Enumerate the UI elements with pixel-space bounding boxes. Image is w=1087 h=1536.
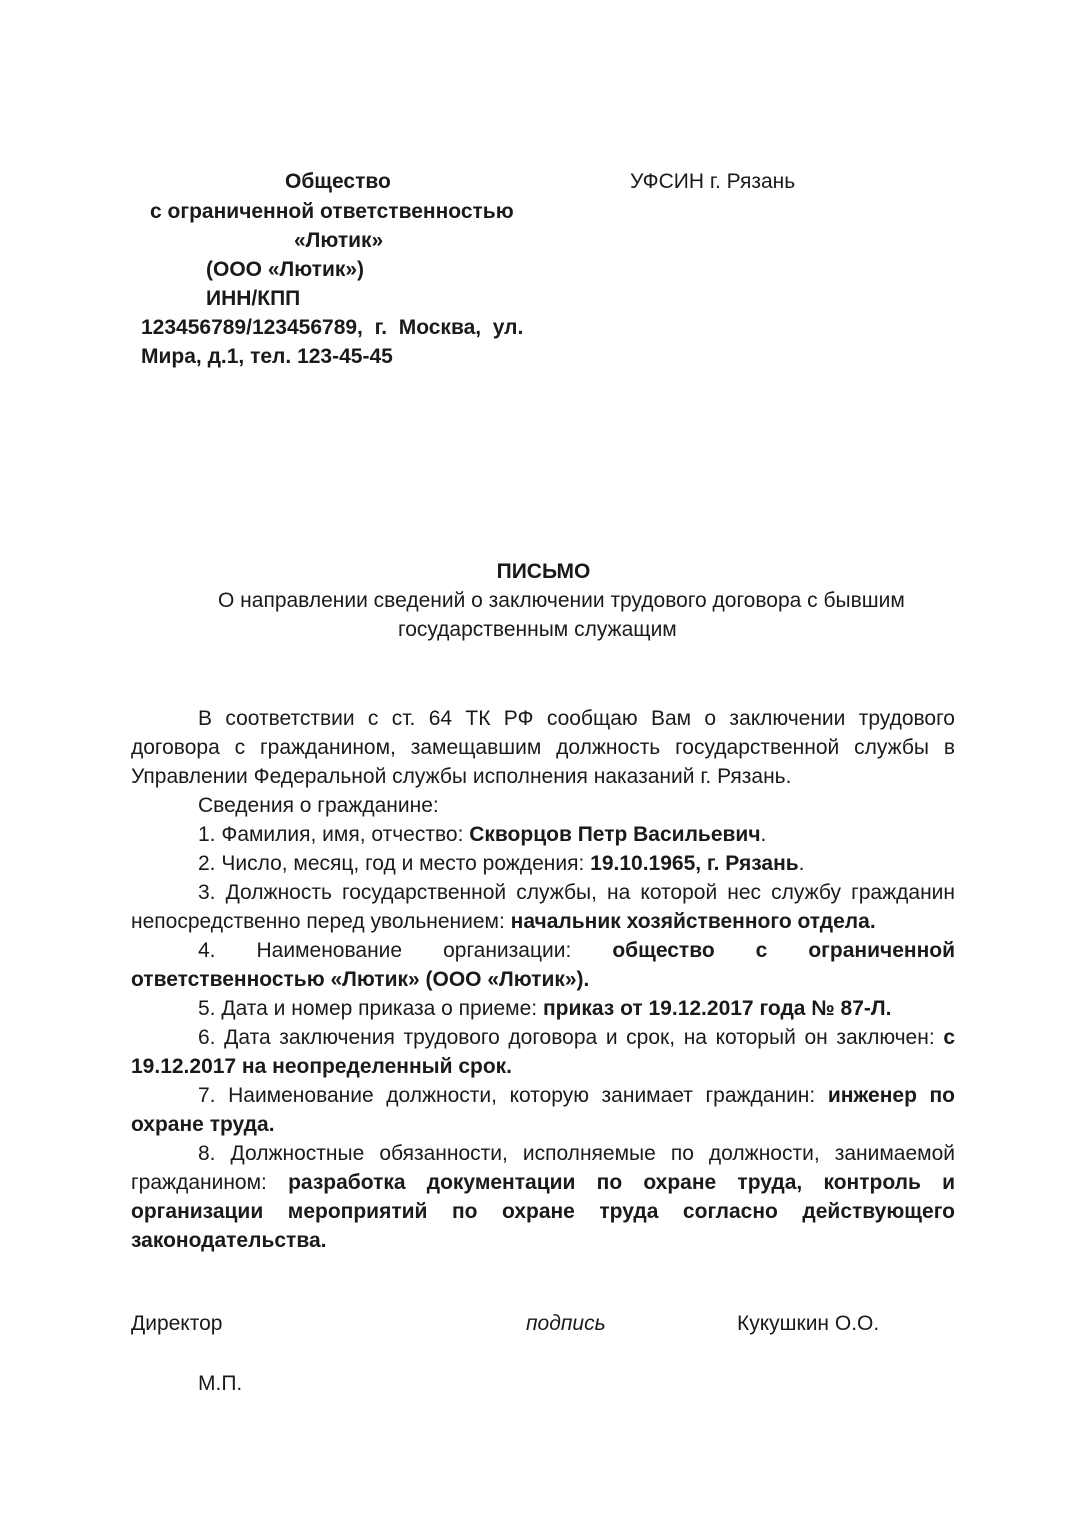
signatory-name: Кукушкин О.О. xyxy=(737,1312,880,1335)
sender-line-7: Мира, д.1, тел. 123-45-45 xyxy=(141,345,393,368)
sender-line-5: ИНН/КПП xyxy=(206,287,301,310)
info-value: инженер по охране труда. xyxy=(131,1084,955,1136)
info-value: разработка документации по охране труда, контроль и организации мероприятий по охране труда согласно действующего законодательства. xyxy=(131,1171,955,1252)
signatory-position: Директор xyxy=(131,1312,223,1335)
info-item: 6. Дата заключения трудового договора и срок, на который он заключен: с 19.12.2017 на неопределенный срок. xyxy=(131,1026,955,1078)
info-value: начальник хозяйственного отдела. xyxy=(510,910,876,933)
recipient: УФСИН г. Рязань xyxy=(630,170,796,193)
info-item: 5. Дата и номер приказа о приеме: приказ от 19.12.2017 года № 87-Л. xyxy=(198,997,892,1020)
letter-subject-line-1: О направлении сведений о заключении трудового договора с бывшим xyxy=(218,589,905,612)
sender-line-4: (ООО «Лютик») xyxy=(206,258,365,281)
info-heading: Сведения о гражданине: xyxy=(198,794,439,817)
info-item: 4. Наименование организации: общество с ограниченной ответственностью «Лютик» (ООО «Лютик»). xyxy=(131,939,961,991)
info-value: общество с ограниченной ответственностью «Лютик» (ООО «Лютик»). xyxy=(131,939,961,991)
letter-title: ПИСЬМО xyxy=(496,560,591,583)
info-item: 2. Число, месяц, год и место рождения: 19.10.1965, г. Рязань. xyxy=(198,852,805,875)
sender-line-3: «Лютик» xyxy=(294,229,384,252)
sender-line-1: Общество xyxy=(285,170,391,193)
sender-line-2: с ограниченной ответственностью xyxy=(150,200,514,223)
info-value: 19.10.1965, г. Рязань xyxy=(590,852,799,875)
info-item: 8. Должностные обязанности, исполняемые по должности, занимаемой гражданином: разработка документации по охране труда, контроль и организации мероприятий по охране труда согласно действующего законодательства. xyxy=(131,1142,955,1252)
info-item: 7. Наименование должности, которую занимает гражданин: инженер по охране труда. xyxy=(131,1084,955,1136)
intro-paragraph: В соответствии с ст. 64 ТК РФ сообщаю Вам о заключении трудового договора с гражданином, замещавшим должность государственной службы в Управлении Федеральной службы исполнения наказаний г. Рязань. xyxy=(131,707,955,788)
info-item: 1. Фамилия, имя, отчество: Скворцов Петр Васильевич. xyxy=(198,823,767,846)
info-value: Скворцов Петр Васильевич xyxy=(469,823,761,846)
sender-line-6: 123456789/123456789, г. Москва, ул. xyxy=(141,316,524,339)
info-item: 3. Должность государственной службы, на которой нес службу гражданин непосредственно перед увольнением: начальник хозяйственного отдела. xyxy=(131,881,955,933)
info-value: с 19.12.2017 на неопределенный срок. xyxy=(131,1026,955,1078)
stamp-placeholder: М.П. xyxy=(198,1372,243,1395)
signature-placeholder: подпись xyxy=(526,1312,606,1335)
info-value: приказ от 19.12.2017 года № 87-Л. xyxy=(542,997,892,1020)
letter-subject-line-2: государственным служащим xyxy=(398,618,677,641)
